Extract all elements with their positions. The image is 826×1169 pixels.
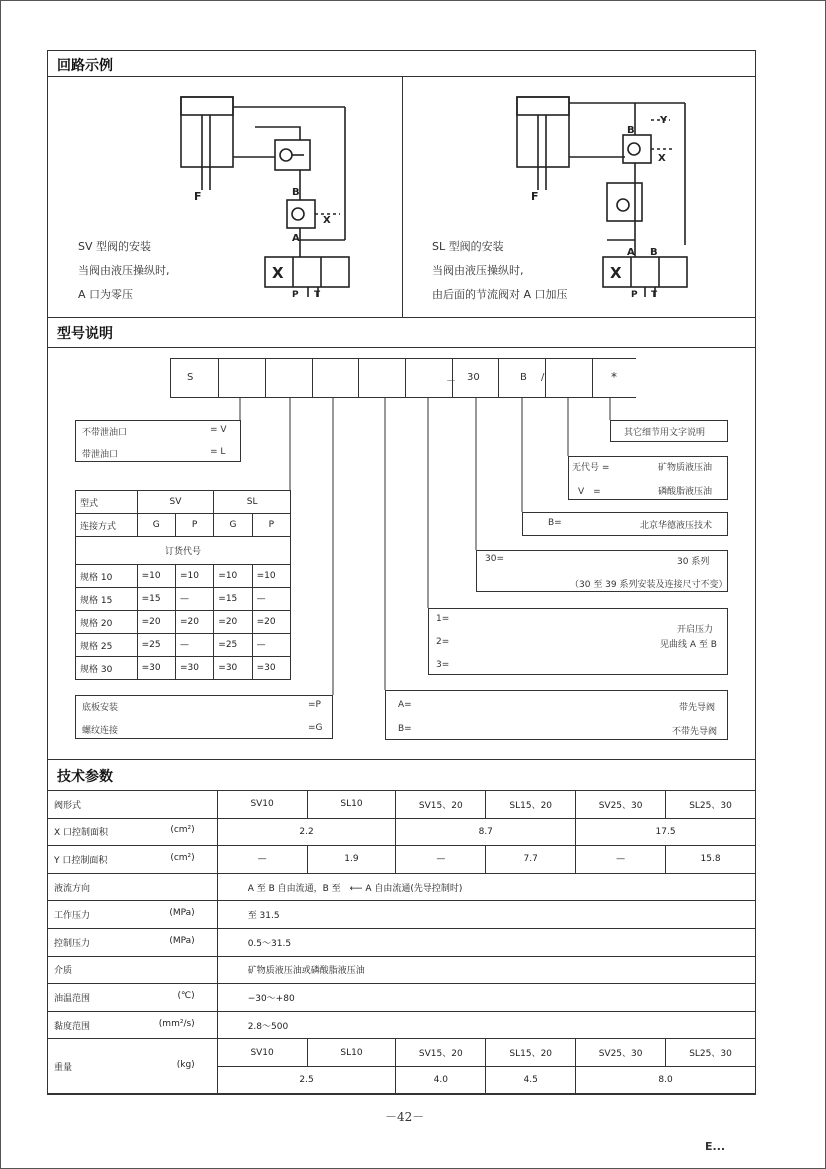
option-label: A= <box>398 700 412 710</box>
row-unit: (MPa) <box>169 935 195 946</box>
table-cell: 17.5 <box>576 818 756 846</box>
table-cell: =10 <box>175 565 213 588</box>
table-cell <box>48 1011 218 1039</box>
caption-line: SL 型阀的安装 <box>432 240 504 253</box>
svg-text:B: B <box>627 125 635 136</box>
table-cell: =30 <box>252 657 290 680</box>
svg-text:B: B <box>650 247 658 258</box>
table-row <box>48 928 756 956</box>
table-cell: 介质 <box>48 956 218 984</box>
row-label: 工作压力 <box>54 911 91 922</box>
section-title-model: 型号说明 <box>57 326 113 342</box>
table-cell: — <box>175 588 213 611</box>
table-cell: =10 <box>137 565 175 588</box>
option-label: V = <box>578 487 601 497</box>
table-cell: SL15、20 <box>486 791 576 819</box>
table-cell: =20 <box>137 611 175 634</box>
table-cell: =30 <box>137 657 175 680</box>
table-cell: SL10 <box>307 791 396 819</box>
svg-text:T: T <box>651 290 658 300</box>
svg-text:X: X <box>272 264 284 282</box>
table-cell: — <box>396 846 486 874</box>
table-row <box>48 791 756 819</box>
table-cell: P <box>175 514 213 537</box>
option-value: 见曲线 A 至 B <box>660 640 717 650</box>
table-cell: =10 <box>214 565 252 588</box>
option-value: 带先导阀 <box>679 703 716 713</box>
footer-mark: E... <box>705 1140 726 1153</box>
table-cell: 8.7 <box>396 818 576 846</box>
table-cell <box>48 984 218 1012</box>
svg-text:X: X <box>610 264 622 282</box>
table-cell: 型式 <box>76 491 138 514</box>
table-cell: 7.7 <box>486 846 576 874</box>
option-label: 底板安装 <box>82 703 119 713</box>
caption-line: 当阀由液压操纵时, <box>432 264 524 277</box>
caption-line: SV 型阀的安装 <box>78 240 152 253</box>
table-row <box>48 873 756 901</box>
option-label: B= <box>548 518 562 528</box>
option-value: 矿物质液压油 <box>658 463 713 473</box>
table-row <box>48 901 756 929</box>
table-row <box>76 588 291 611</box>
table-cell <box>48 1039 218 1094</box>
table-cell: SL25、30 <box>666 1039 756 1067</box>
option-label: 不带泄油口 <box>82 428 128 438</box>
table-row <box>76 634 291 657</box>
table-row <box>48 1011 756 1039</box>
svg-text:X: X <box>658 153 666 164</box>
table-cell: SV25、30 <box>576 1039 666 1067</box>
option-value: 开启压力 <box>677 625 714 635</box>
option-value: 不带先导阀 <box>672 727 718 737</box>
table-cell: P <box>252 514 290 537</box>
row-label: 油温范围 <box>54 993 91 1004</box>
table-cell: =30 <box>214 657 252 680</box>
code-cell: * <box>611 370 617 384</box>
table-cell: SL25、30 <box>666 791 756 819</box>
option-code: =G <box>308 723 323 733</box>
svg-text:P: P <box>292 290 299 300</box>
svg-text:T: T <box>314 290 321 300</box>
table-cell: — <box>252 588 290 611</box>
option-label: 3= <box>436 660 450 670</box>
table-cell: 1.9 <box>307 846 396 874</box>
table-cell: 4.0 <box>396 1066 486 1094</box>
caption-line: 当阀由液压操纵时, <box>78 264 170 277</box>
table-row <box>76 611 291 634</box>
option-label: 1= <box>436 614 450 624</box>
table-cell <box>48 818 218 846</box>
section-title-circuit: 回路示例 <box>57 58 113 74</box>
table-cell: G <box>137 514 175 537</box>
table-row <box>48 818 756 846</box>
table-cell: 2.5 <box>217 1066 396 1094</box>
row-unit: (℃) <box>177 990 195 1001</box>
table-cell: SL10 <box>307 1039 396 1067</box>
option-label: 2= <box>436 637 450 647</box>
table-cell: 订货代号 <box>76 537 291 565</box>
table-cell <box>48 901 218 929</box>
table-row <box>76 657 291 680</box>
page-number: －42－ <box>385 1110 425 1124</box>
table-cell: 0.5～31.5 <box>217 928 755 956</box>
table-cell: 液流方向 <box>48 873 218 901</box>
table-cell: SL <box>214 491 291 514</box>
type-size-table <box>75 490 291 680</box>
option-note: （30 至 39 系列安装及连接尺寸不变） <box>570 580 728 590</box>
table-cell: 规格 20 <box>76 611 138 634</box>
table-cell: =15 <box>214 588 252 611</box>
table-cell: 至 31.5 <box>217 901 755 929</box>
option-label: 30= <box>485 554 504 564</box>
table-cell: =20 <box>252 611 290 634</box>
table-cell: 规格 15 <box>76 588 138 611</box>
table-cell: 阀形式 <box>48 791 218 819</box>
option-label: 无代号 = <box>572 463 610 473</box>
table-cell: =20 <box>175 611 213 634</box>
table-cell: SV15、20 <box>396 791 486 819</box>
svg-text:Y: Y <box>660 115 668 126</box>
option-code: = L <box>210 447 226 457</box>
svg-text:A: A <box>292 233 300 244</box>
table-cell: 规格 30 <box>76 657 138 680</box>
table-row <box>48 1039 756 1067</box>
svg-text:P: P <box>631 290 638 300</box>
code-cell: － <box>446 376 456 387</box>
row-label: 重量 <box>54 1062 73 1073</box>
table-cell: 规格 25 <box>76 634 138 657</box>
svg-text:F: F <box>194 190 202 203</box>
row-unit: (kg) <box>176 1059 195 1070</box>
option-value: 30 系列 <box>677 557 710 567</box>
svg-text:A: A <box>627 247 635 258</box>
table-cell: =25 <box>137 634 175 657</box>
table-row <box>48 846 756 874</box>
svg-text:F: F <box>531 190 539 203</box>
option-label: 螺纹连接 <box>82 726 119 736</box>
row-unit: (mm²/s) <box>158 1018 195 1029</box>
row-label: Y 口控制面积 <box>54 855 108 866</box>
table-cell: =15 <box>137 588 175 611</box>
row-unit: (MPa) <box>169 908 195 919</box>
option-label: B= <box>398 724 412 734</box>
tech-param-table <box>47 790 756 1095</box>
svg-text:X: X <box>323 215 331 226</box>
table-cell: SV10 <box>217 1039 307 1067</box>
caption-line: 由后面的节流阀对 A 口加压 <box>432 288 568 301</box>
section-title-tech: 技术参数 <box>57 769 113 785</box>
row-label: 黏度范围 <box>54 1021 91 1032</box>
table-cell: — <box>217 846 307 874</box>
table-cell: G <box>214 514 252 537</box>
option-label: 带泄油口 <box>82 450 119 460</box>
table-cell: =30 <box>175 657 213 680</box>
table-cell: 4.5 <box>486 1066 576 1094</box>
table-cell: 2.8～500 <box>217 1011 755 1039</box>
table-cell <box>48 928 218 956</box>
table-cell <box>48 846 218 874</box>
table-row <box>48 984 756 1012</box>
table-cell: — <box>175 634 213 657</box>
table-cell: 连接方式 <box>76 514 138 537</box>
table-cell: 规格 10 <box>76 565 138 588</box>
table-cell: SL15、20 <box>486 1039 576 1067</box>
table-cell: 15.8 <box>666 846 756 874</box>
table-cell: — <box>252 634 290 657</box>
table-cell: SV <box>137 491 214 514</box>
table-cell: — <box>576 846 666 874</box>
table-cell: 矿物质液压油或磷酸脂液压油 <box>217 956 755 984</box>
caption-line: A 口为零压 <box>78 288 134 301</box>
table-cell: SV10 <box>217 791 307 819</box>
code-cell: B <box>520 372 527 383</box>
code-cell: S <box>187 372 194 383</box>
code-cell: 30 <box>467 372 480 383</box>
option-code: = V <box>210 425 227 435</box>
option-code: =P <box>308 700 321 710</box>
row-label: X 口控制面积 <box>54 828 109 839</box>
row-label: 控制压力 <box>54 938 91 949</box>
table-cell: −30～+80 <box>217 984 755 1012</box>
table-cell: =20 <box>214 611 252 634</box>
table-cell: SV25、30 <box>576 791 666 819</box>
table-cell: A 至 B 自由流通，B 至 ⟵ A 自由流通(先导控制时) <box>217 873 755 901</box>
other-details-label: 其它细节用文字说明 <box>624 428 706 438</box>
option-value: 北京华德液压技术 <box>640 521 713 531</box>
table-row <box>76 565 291 588</box>
table-cell: 2.2 <box>217 818 396 846</box>
table-cell: =25 <box>214 634 252 657</box>
table-cell: SV15、20 <box>396 1039 486 1067</box>
option-value: 磷酸脂液压油 <box>658 487 713 497</box>
table-cell: 8.0 <box>576 1066 756 1094</box>
row-unit: (cm²) <box>170 825 195 836</box>
table-cell: =10 <box>252 565 290 588</box>
row-unit: (cm²) <box>170 852 195 863</box>
svg-text:B: B <box>292 187 300 198</box>
code-cell: / <box>541 372 545 383</box>
table-row <box>48 956 756 984</box>
